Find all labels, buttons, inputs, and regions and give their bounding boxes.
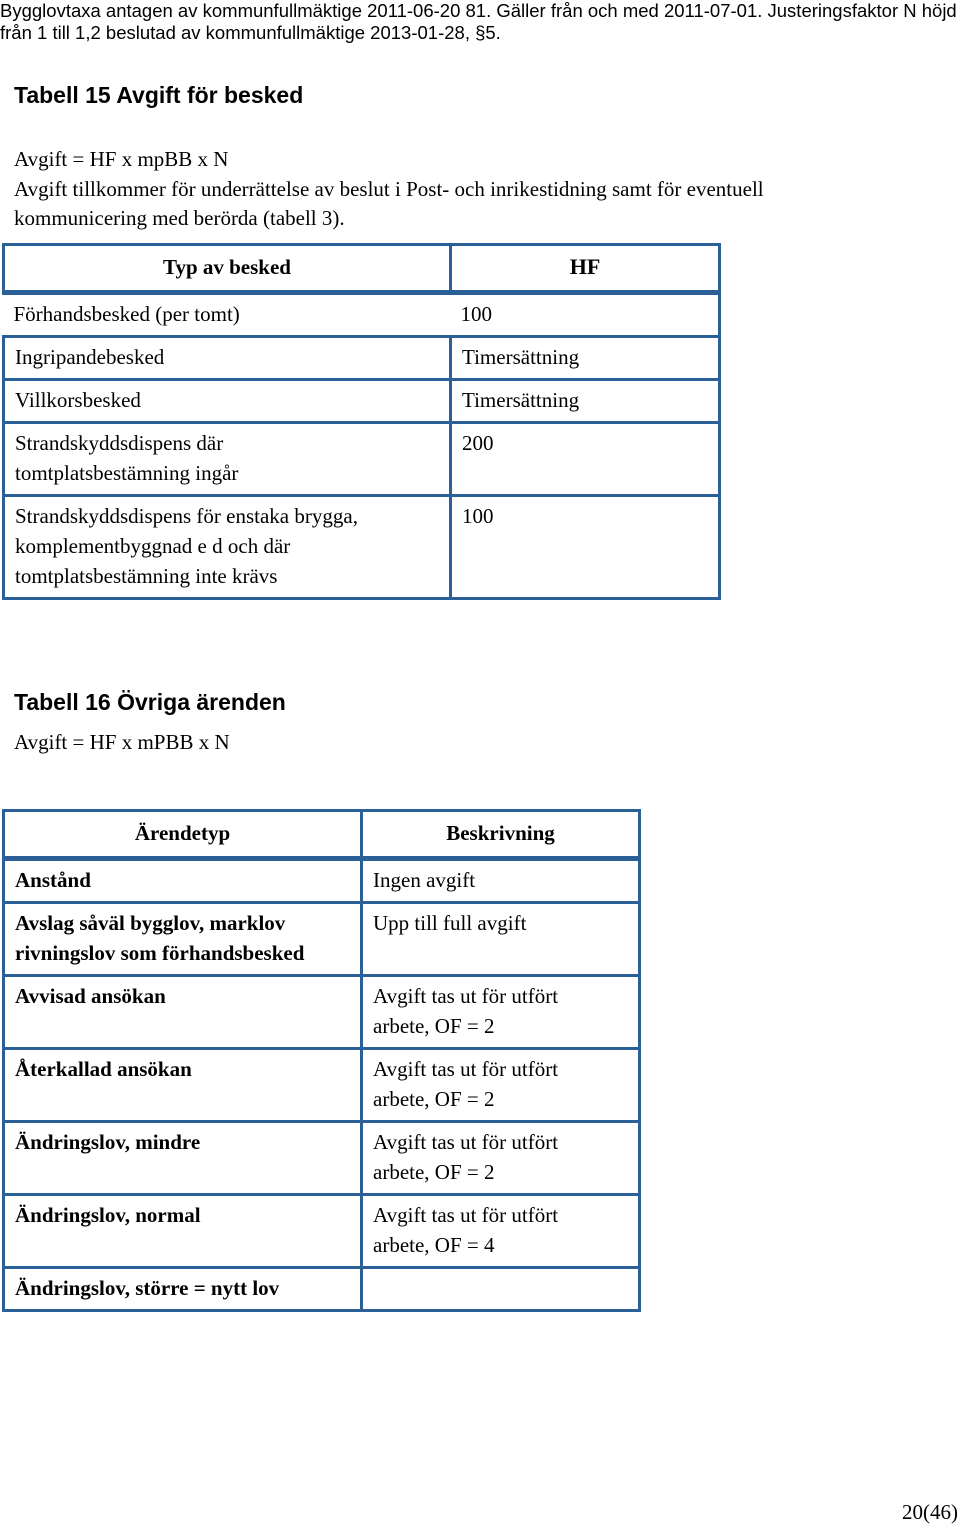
header-line-2: från 1 till 1,2 beslutad av kommunfullmäktige 2013-01-28, §5. (0, 22, 501, 43)
table16 (2, 809, 641, 1312)
table16-cell-desc-line: Avgift tas ut för utfört (373, 984, 559, 1008)
table16-cell-desc-line: Avgift tas ut för utfört (373, 1130, 559, 1154)
table15-cell-type-line: tomtplatsbestämning inte krävs (15, 564, 278, 588)
table16-cell-type: Återkallad ansökan (4, 1049, 362, 1122)
table-row (4, 1049, 640, 1122)
table15-header-hf: HF (451, 245, 720, 293)
table15-cell-type (4, 496, 451, 599)
table16-header-desc: Beskrivning (362, 811, 640, 859)
table16-cell-type: Ändringslov, normal (4, 1195, 362, 1268)
table15-note-line1: Avgift tillkommer för underrättelse av beslut i Post- och inrikestidning samt för eventuell (14, 177, 764, 201)
table16-title: Tabell 16 Övriga ärenden (14, 689, 286, 715)
table16-cell-type: Ändringslov, mindre (4, 1122, 362, 1195)
table15-title: Tabell 15 Avgift för besked (14, 82, 304, 108)
table-row (4, 1268, 640, 1311)
table16-cell-desc (362, 1195, 640, 1268)
table16-cell-desc (362, 1268, 640, 1311)
table16-cell-desc-line: Avgift tas ut för utfört (373, 1203, 559, 1227)
table16-cell-desc-line: arbete, OF = 2 (373, 1160, 495, 1184)
table16-cell-desc: Ingen avgift (362, 859, 640, 903)
table16-cell-desc-line: arbete, OF = 2 (373, 1087, 495, 1111)
table16-cell-type: Ändringslov, större = nytt lov (4, 1268, 362, 1311)
table-row (4, 1195, 640, 1268)
table16-cell-desc (362, 976, 640, 1049)
table15 (2, 243, 721, 600)
table16-cell-desc: Upp till full avgift (362, 903, 640, 976)
table15-note-line2: kommunicering med berörda (tabell 3). (14, 206, 345, 230)
table-row (4, 1122, 640, 1195)
table15-cell-type-line: Strandskyddsdispens där (15, 431, 224, 455)
header-line-1: Bygglovtaxa antagen av kommunfullmäktige 2011-06-20 81. Gäller från och med 2011-07-01. Justeringsfaktor N höjd (0, 0, 957, 21)
table-row (4, 337, 720, 380)
table15-cell-hf: 100 (451, 293, 720, 337)
table15-cell-type-line: Strandskyddsdispens för enstaka brygga, (15, 504, 358, 528)
table16-cell-desc-line: arbete, OF = 4 (373, 1233, 495, 1257)
table16-cell-type-line: rivningslov som förhandsbesked (15, 941, 305, 965)
table15-cell-hf: Timersättning (451, 380, 720, 423)
table-row (4, 859, 640, 903)
table-row (4, 293, 720, 337)
table16-cell-desc (362, 1049, 640, 1122)
table16-cell-type-line: Avslag såväl bygglov, marklov (15, 911, 286, 935)
table15-cell-type-line: tomtplatsbestämning ingår (15, 461, 239, 485)
table-row (4, 496, 720, 599)
page-number: 20(46) (902, 1500, 958, 1524)
table16-cell-desc-line: Avgift tas ut för utfört (373, 1057, 559, 1081)
table15-cell-hf: 100 (451, 496, 720, 599)
table16-cell-desc (362, 1122, 640, 1195)
table15-cell-type: Ingripandebesked (4, 337, 451, 380)
table15-formula: Avgift = HF x mpBB x N (14, 147, 229, 171)
table-row (4, 903, 640, 976)
table15-cell-type (4, 423, 451, 496)
table-row (4, 380, 720, 423)
table16-formula: Avgift = HF x mPBB x N (14, 730, 230, 754)
table15-cell-hf: Timersättning (451, 337, 720, 380)
table16-header-type: Ärendetyp (4, 811, 362, 859)
table15-cell-hf: 200 (451, 423, 720, 496)
table16-cell-type: Anstånd (4, 859, 362, 903)
table16-cell-desc-line: arbete, OF = 2 (373, 1014, 495, 1038)
table15-cell-type: Villkorsbesked (4, 380, 451, 423)
table-row (4, 423, 720, 496)
table16-cell-type: Avvisad ansökan (4, 976, 362, 1049)
table16-cell-type (4, 903, 362, 976)
table15-cell-type-line: komplementbyggnad e d och där (15, 534, 291, 558)
table15-header-type: Typ av besked (4, 245, 451, 293)
table-row (4, 976, 640, 1049)
table15-cell-type: Förhandsbesked (per tomt) (4, 293, 451, 337)
